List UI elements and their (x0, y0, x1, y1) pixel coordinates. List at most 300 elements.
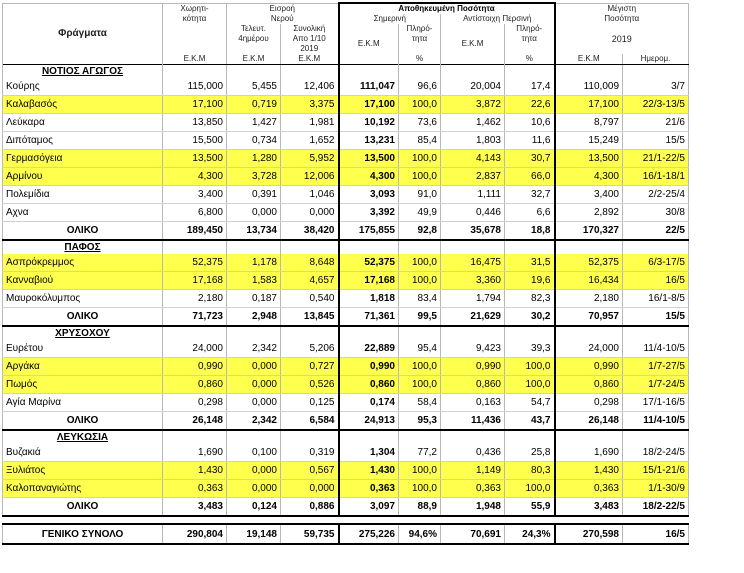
stored-today-fill: 95,3 (399, 412, 441, 431)
stored-prev-value: 0,990 (441, 358, 505, 376)
capacity-value: 6,800 (163, 204, 227, 222)
section-spacer (505, 326, 555, 340)
section-title: ΛΕΥΚΩΣΙΑ (3, 430, 163, 444)
header-max-date: Ημερομ. (623, 54, 689, 65)
stored-today-fill: 85,4 (399, 132, 441, 150)
section-spacer (623, 65, 689, 79)
stored-prev-fill: 22,6 (505, 96, 555, 114)
max-value: 0,298 (555, 394, 623, 412)
header-max: Μέγιστη Ποσότητα (555, 3, 689, 24)
stored-today-value: 1,304 (339, 444, 399, 462)
inflow-last4-value: 0,000 (227, 462, 281, 480)
stored-prev-fill: 43,7 (505, 412, 555, 431)
section-spacer (399, 240, 441, 254)
max-value: 0,990 (555, 358, 623, 376)
max-value: 8,797 (555, 114, 623, 132)
stored-prev-fill: 32,7 (505, 186, 555, 204)
capacity-value: 0,860 (163, 376, 227, 394)
max-date: 15/5 (623, 132, 689, 150)
max-value: 70,957 (555, 308, 623, 327)
stored-today-fill: 73,6 (399, 114, 441, 132)
header-max-year: 2019 (555, 24, 689, 54)
inflow-last4-value: 19,148 (227, 524, 281, 544)
stored-today-fill: 91,0 (399, 186, 441, 204)
max-date: 15/1-21/6 (623, 462, 689, 480)
capacity-value: 13,850 (163, 114, 227, 132)
max-value: 170,327 (555, 222, 623, 241)
stored-today-value: 24,913 (339, 412, 399, 431)
max-value: 3,483 (555, 498, 623, 517)
section-spacer (623, 326, 689, 340)
stored-prev-value: 1,462 (441, 114, 505, 132)
stored-prev-fill: 25,8 (505, 444, 555, 462)
stored-today-value: 10,192 (339, 114, 399, 132)
capacity-value: 13,500 (163, 150, 227, 168)
stored-prev-value: 21,629 (441, 308, 505, 327)
section-spacer (505, 430, 555, 444)
inflow-total-value: 3,375 (281, 96, 339, 114)
stored-prev-fill: 54,7 (505, 394, 555, 412)
inflow-last4-value: 2,342 (227, 340, 281, 358)
stored-today-value: 3,093 (339, 186, 399, 204)
max-value: 24,000 (555, 340, 623, 358)
max-date: 18/2-24/5 (623, 444, 689, 462)
inflow-last4-value: 1,427 (227, 114, 281, 132)
stored-prev-fill: 80,3 (505, 462, 555, 480)
stored-prev-fill: 17,4 (505, 78, 555, 96)
stored-today-fill: 100,0 (399, 480, 441, 498)
header-today-unit: Ε.Κ.Μ (339, 24, 399, 65)
header-today-pct: % (399, 54, 441, 65)
stored-prev-value: 1,948 (441, 498, 505, 517)
stored-today-fill: 100,0 (399, 96, 441, 114)
dam-name: Ασπρόκρεμμος (3, 254, 163, 272)
section-header (3, 326, 689, 340)
section-spacer (339, 240, 399, 254)
header-prev-pct: % (505, 54, 555, 65)
header-capacity-spacer (163, 24, 227, 54)
stored-today-value: 52,375 (339, 254, 399, 272)
dam-name: ΟΛΙΚΟ (3, 222, 163, 241)
stored-prev-value: 1,803 (441, 132, 505, 150)
dam-name: ΟΛΙΚΟ (3, 498, 163, 517)
stored-prev-fill: 11,6 (505, 132, 555, 150)
max-value: 3,400 (555, 186, 623, 204)
stored-today-value: 3,097 (339, 498, 399, 517)
grand-total-row (3, 524, 689, 544)
section-total-row (3, 412, 689, 431)
capacity-value: 52,375 (163, 254, 227, 272)
max-date: 18/2-22/5 (623, 498, 689, 517)
section-spacer (227, 430, 281, 444)
stored-today-value: 71,361 (339, 308, 399, 327)
dam-name: Ξυλιάτος (3, 462, 163, 480)
section-spacer (281, 326, 339, 340)
capacity-value: 290,804 (163, 524, 227, 544)
stored-prev-value: 1,149 (441, 462, 505, 480)
stored-prev-value: 0,163 (441, 394, 505, 412)
dam-row (3, 290, 689, 308)
inflow-last4-value: 1,583 (227, 272, 281, 290)
stored-prev-value: 1,794 (441, 290, 505, 308)
inflow-total-value: 0,000 (281, 480, 339, 498)
stored-prev-value: 4,143 (441, 150, 505, 168)
section-spacer (623, 240, 689, 254)
section-spacer (441, 430, 505, 444)
section-spacer (399, 326, 441, 340)
max-value: 15,249 (555, 132, 623, 150)
stored-prev-fill: 55,9 (505, 498, 555, 517)
max-value: 13,500 (555, 150, 623, 168)
section-spacer (339, 430, 399, 444)
inflow-total-value: 0,886 (281, 498, 339, 517)
stored-today-fill: 100,0 (399, 358, 441, 376)
inflow-total-value: 38,420 (281, 222, 339, 241)
section-spacer (555, 65, 623, 79)
max-value: 1,430 (555, 462, 623, 480)
header-prev-unit: Ε.Κ.Μ (441, 24, 505, 65)
dam-row (3, 444, 689, 462)
stored-prev-value: 16,475 (441, 254, 505, 272)
inflow-total-value: 1,652 (281, 132, 339, 150)
max-value: 26,148 (555, 412, 623, 431)
max-date: 22/5 (623, 222, 689, 241)
stored-prev-value: 70,691 (441, 524, 505, 544)
section-total-row (3, 222, 689, 241)
max-value: 1,690 (555, 444, 623, 462)
section-spacer (163, 240, 227, 254)
capacity-value: 24,000 (163, 340, 227, 358)
dam-row (3, 96, 689, 114)
dam-name: Καλοπαναγιώτης (3, 480, 163, 498)
stored-prev-fill: 18,8 (505, 222, 555, 241)
stored-today-value: 111,047 (339, 78, 399, 96)
max-date: 2/2-25/4 (623, 186, 689, 204)
section-spacer (339, 326, 399, 340)
stored-today-fill: 100,0 (399, 376, 441, 394)
inflow-last4-value: 3,728 (227, 168, 281, 186)
header-prev-fill: Πληρό- τητα (505, 24, 555, 54)
dam-name: Πολεμίδια (3, 186, 163, 204)
stored-today-fill: 100,0 (399, 254, 441, 272)
inflow-total-value: 0,567 (281, 462, 339, 480)
stored-prev-fill: 30,7 (505, 150, 555, 168)
inflow-last4-value: 1,280 (227, 150, 281, 168)
capacity-value: 4,300 (163, 168, 227, 186)
dam-name: Ευρέτου (3, 340, 163, 358)
section-spacer (227, 326, 281, 340)
section-spacer (441, 240, 505, 254)
max-date: 22/3-13/5 (623, 96, 689, 114)
capacity-value: 17,100 (163, 96, 227, 114)
max-value: 2,892 (555, 204, 623, 222)
inflow-last4-value: 0,000 (227, 376, 281, 394)
dam-name: ΓΕΝΙΚΟ ΣΥΝΟΛΟ (3, 524, 163, 544)
dam-row (3, 462, 689, 480)
dam-name: Βυζακιά (3, 444, 163, 462)
dam-name: Αρμίνου (3, 168, 163, 186)
section-spacer (339, 65, 399, 79)
max-date: 16/5 (623, 272, 689, 290)
dam-row (3, 394, 689, 412)
header-total-unit: Ε.Κ.Μ (281, 54, 339, 65)
stored-today-value: 1,430 (339, 462, 399, 480)
inflow-total-value: 4,657 (281, 272, 339, 290)
dam-name: Κούρης (3, 78, 163, 96)
stored-today-fill: 96,6 (399, 78, 441, 96)
header-max-unit: Ε.Κ.Μ (555, 54, 623, 65)
table-gap (3, 516, 689, 524)
inflow-total-value: 8,648 (281, 254, 339, 272)
dam-row (3, 78, 689, 96)
stored-today-value: 275,226 (339, 524, 399, 544)
dam-name: Καλαβασός (3, 96, 163, 114)
max-date: 11/4-10/5 (623, 412, 689, 431)
inflow-last4-value: 0,000 (227, 480, 281, 498)
inflow-total-value: 0,540 (281, 290, 339, 308)
capacity-value: 3,400 (163, 186, 227, 204)
dam-row (3, 150, 689, 168)
reservoir-table (2, 2, 689, 545)
inflow-last4-value: 5,455 (227, 78, 281, 96)
dam-row (3, 376, 689, 394)
stored-today-fill: 100,0 (399, 462, 441, 480)
section-spacer (505, 240, 555, 254)
stored-prev-fill: 100,0 (505, 358, 555, 376)
stored-prev-value: 3,872 (441, 96, 505, 114)
section-spacer (555, 240, 623, 254)
max-date: 1/7-24/5 (623, 376, 689, 394)
stored-today-value: 0,990 (339, 358, 399, 376)
max-value: 110,009 (555, 78, 623, 96)
inflow-total-value: 5,206 (281, 340, 339, 358)
dam-name: Διπόταμος (3, 132, 163, 150)
max-value: 0,363 (555, 480, 623, 498)
max-value: 17,100 (555, 96, 623, 114)
inflow-last4-value: 0,000 (227, 394, 281, 412)
section-spacer (441, 65, 505, 79)
inflow-total-value: 0,125 (281, 394, 339, 412)
inflow-last4-value: 2,948 (227, 308, 281, 327)
stored-today-value: 17,100 (339, 96, 399, 114)
section-title: ΧΡΥΣΟΧΟΥ (3, 326, 163, 340)
stored-today-fill: 100,0 (399, 272, 441, 290)
inflow-last4-value: 1,178 (227, 254, 281, 272)
dam-storage-table (2, 2, 689, 545)
inflow-last4-value: 0,100 (227, 444, 281, 462)
max-value: 0,860 (555, 376, 623, 394)
stored-prev-fill: 24,3% (505, 524, 555, 544)
capacity-value: 71,723 (163, 308, 227, 327)
max-date: 16/5 (623, 524, 689, 544)
header-capacity-unit: Ε.Κ.Μ (163, 54, 227, 65)
section-spacer (163, 326, 227, 340)
stored-prev-fill: 100,0 (505, 480, 555, 498)
dam-row (3, 480, 689, 498)
header-inflow-total: Συνολική Απο 1/10 2019 (281, 24, 339, 54)
stored-today-fill: 95,4 (399, 340, 441, 358)
inflow-last4-value: 0,000 (227, 204, 281, 222)
dam-name: ΟΛΙΚΟ (3, 412, 163, 431)
inflow-last4-value: 0,000 (227, 358, 281, 376)
stored-prev-fill: 19,6 (505, 272, 555, 290)
stored-prev-fill: 30,2 (505, 308, 555, 327)
section-spacer (163, 65, 227, 79)
inflow-last4-value: 0,719 (227, 96, 281, 114)
section-spacer (505, 65, 555, 79)
inflow-total-value: 1,981 (281, 114, 339, 132)
stored-prev-fill: 66,0 (505, 168, 555, 186)
inflow-total-value: 59,735 (281, 524, 339, 544)
inflow-total-value: 12,406 (281, 78, 339, 96)
inflow-total-value: 1,046 (281, 186, 339, 204)
section-spacer (281, 240, 339, 254)
stored-today-value: 13,500 (339, 150, 399, 168)
inflow-total-value: 13,845 (281, 308, 339, 327)
stored-prev-value: 3,360 (441, 272, 505, 290)
max-date: 15/5 (623, 308, 689, 327)
section-spacer (281, 430, 339, 444)
inflow-total-value: 6,584 (281, 412, 339, 431)
section-total-row (3, 498, 689, 517)
gap-cell (3, 516, 689, 524)
section-spacer (163, 430, 227, 444)
header-today-fill: Πληρό- τητα (399, 24, 441, 54)
section-spacer (281, 65, 339, 79)
inflow-total-value: 0,727 (281, 358, 339, 376)
inflow-total-value: 0,319 (281, 444, 339, 462)
section-title: ΝΟΤΙΟΣ ΑΓΩΓΟΣ (3, 65, 163, 79)
stored-prev-fill: 6,6 (505, 204, 555, 222)
capacity-value: 17,168 (163, 272, 227, 290)
max-value: 2,180 (555, 290, 623, 308)
inflow-total-value: 0,526 (281, 376, 339, 394)
max-date: 3/7 (623, 78, 689, 96)
max-date: 6/3-17/5 (623, 254, 689, 272)
max-value: 270,598 (555, 524, 623, 544)
capacity-value: 1,690 (163, 444, 227, 462)
stored-prev-value: 0,363 (441, 480, 505, 498)
stored-prev-fill: 31,5 (505, 254, 555, 272)
stored-today-fill: 58,4 (399, 394, 441, 412)
max-date: 16/1-18/1 (623, 168, 689, 186)
capacity-value: 2,180 (163, 290, 227, 308)
dam-name: Κανναβιού (3, 272, 163, 290)
inflow-last4-value: 0,391 (227, 186, 281, 204)
max-date: 11/4-10/5 (623, 340, 689, 358)
stored-today-fill: 100,0 (399, 150, 441, 168)
stored-prev-value: 2,837 (441, 168, 505, 186)
max-value: 16,434 (555, 272, 623, 290)
stored-prev-fill: 82,3 (505, 290, 555, 308)
dam-row (3, 132, 689, 150)
section-header (3, 430, 689, 444)
section-spacer (227, 240, 281, 254)
stored-today-value: 22,889 (339, 340, 399, 358)
max-date: 17/1-16/5 (623, 394, 689, 412)
stored-prev-value: 20,004 (441, 78, 505, 96)
capacity-value: 3,483 (163, 498, 227, 517)
header-inflow-last4: Τελευτ. 4ημέρου (227, 24, 281, 54)
section-spacer (555, 430, 623, 444)
stored-today-value: 13,231 (339, 132, 399, 150)
stored-today-value: 0,174 (339, 394, 399, 412)
max-date: 21/1-22/5 (623, 150, 689, 168)
header-inflow: Εισροή Νερού (227, 3, 339, 24)
stored-today-fill: 92,8 (399, 222, 441, 241)
stored-prev-value: 0,446 (441, 204, 505, 222)
max-value: 52,375 (555, 254, 623, 272)
capacity-value: 15,500 (163, 132, 227, 150)
stored-today-value: 17,168 (339, 272, 399, 290)
section-spacer (555, 326, 623, 340)
header-last4-unit: Ε.Κ.Μ (227, 54, 281, 65)
capacity-value: 0,363 (163, 480, 227, 498)
section-title: ΠΑΦΟΣ (3, 240, 163, 254)
stored-today-value: 3,392 (339, 204, 399, 222)
header-dam: Φράγματα (3, 3, 163, 65)
stored-prev-value: 11,436 (441, 412, 505, 431)
stored-today-fill: 100,0 (399, 168, 441, 186)
max-date: 30/8 (623, 204, 689, 222)
stored-today-fill: 83,4 (399, 290, 441, 308)
stored-prev-value: 35,678 (441, 222, 505, 241)
max-date: 1/1-30/9 (623, 480, 689, 498)
dam-row (3, 168, 689, 186)
stored-prev-fill: 39,3 (505, 340, 555, 358)
dam-name: Πωμός (3, 376, 163, 394)
dam-name: Λεύκαρα (3, 114, 163, 132)
section-header (3, 240, 689, 254)
stored-prev-value: 9,423 (441, 340, 505, 358)
dam-name: Γερμασόγεια (3, 150, 163, 168)
dam-row (3, 204, 689, 222)
inflow-last4-value: 2,342 (227, 412, 281, 431)
dam-row (3, 186, 689, 204)
section-total-row (3, 308, 689, 327)
stored-prev-value: 0,860 (441, 376, 505, 394)
dam-name: Αγία Μαρίνα (3, 394, 163, 412)
section-header (3, 65, 689, 79)
dam-name: Αργάκα (3, 358, 163, 376)
stored-today-fill: 88,9 (399, 498, 441, 517)
stored-today-fill: 49,9 (399, 204, 441, 222)
dam-row (3, 114, 689, 132)
stored-today-value: 0,363 (339, 480, 399, 498)
capacity-value: 1,430 (163, 462, 227, 480)
max-date: 1/7-27/5 (623, 358, 689, 376)
header-stored: Αποθηκευμένη Ποσότητα (339, 3, 555, 14)
stored-today-value: 175,855 (339, 222, 399, 241)
inflow-last4-value: 0,124 (227, 498, 281, 517)
section-spacer (441, 326, 505, 340)
capacity-value: 189,450 (163, 222, 227, 241)
inflow-last4-value: 0,187 (227, 290, 281, 308)
stored-today-value: 0,860 (339, 376, 399, 394)
section-spacer (227, 65, 281, 79)
dam-row (3, 340, 689, 358)
capacity-value: 115,000 (163, 78, 227, 96)
dam-row (3, 272, 689, 290)
header-capacity: Χωρητι- κότητα (163, 3, 227, 24)
dam-name: Μαυροκόλυμπος (3, 290, 163, 308)
stored-today-fill: 94,6% (399, 524, 441, 544)
section-spacer (623, 430, 689, 444)
header-stored-today: Σημερινή (339, 14, 441, 24)
stored-prev-value: 0,436 (441, 444, 505, 462)
stored-today-fill: 99,5 (399, 308, 441, 327)
capacity-value: 26,148 (163, 412, 227, 431)
